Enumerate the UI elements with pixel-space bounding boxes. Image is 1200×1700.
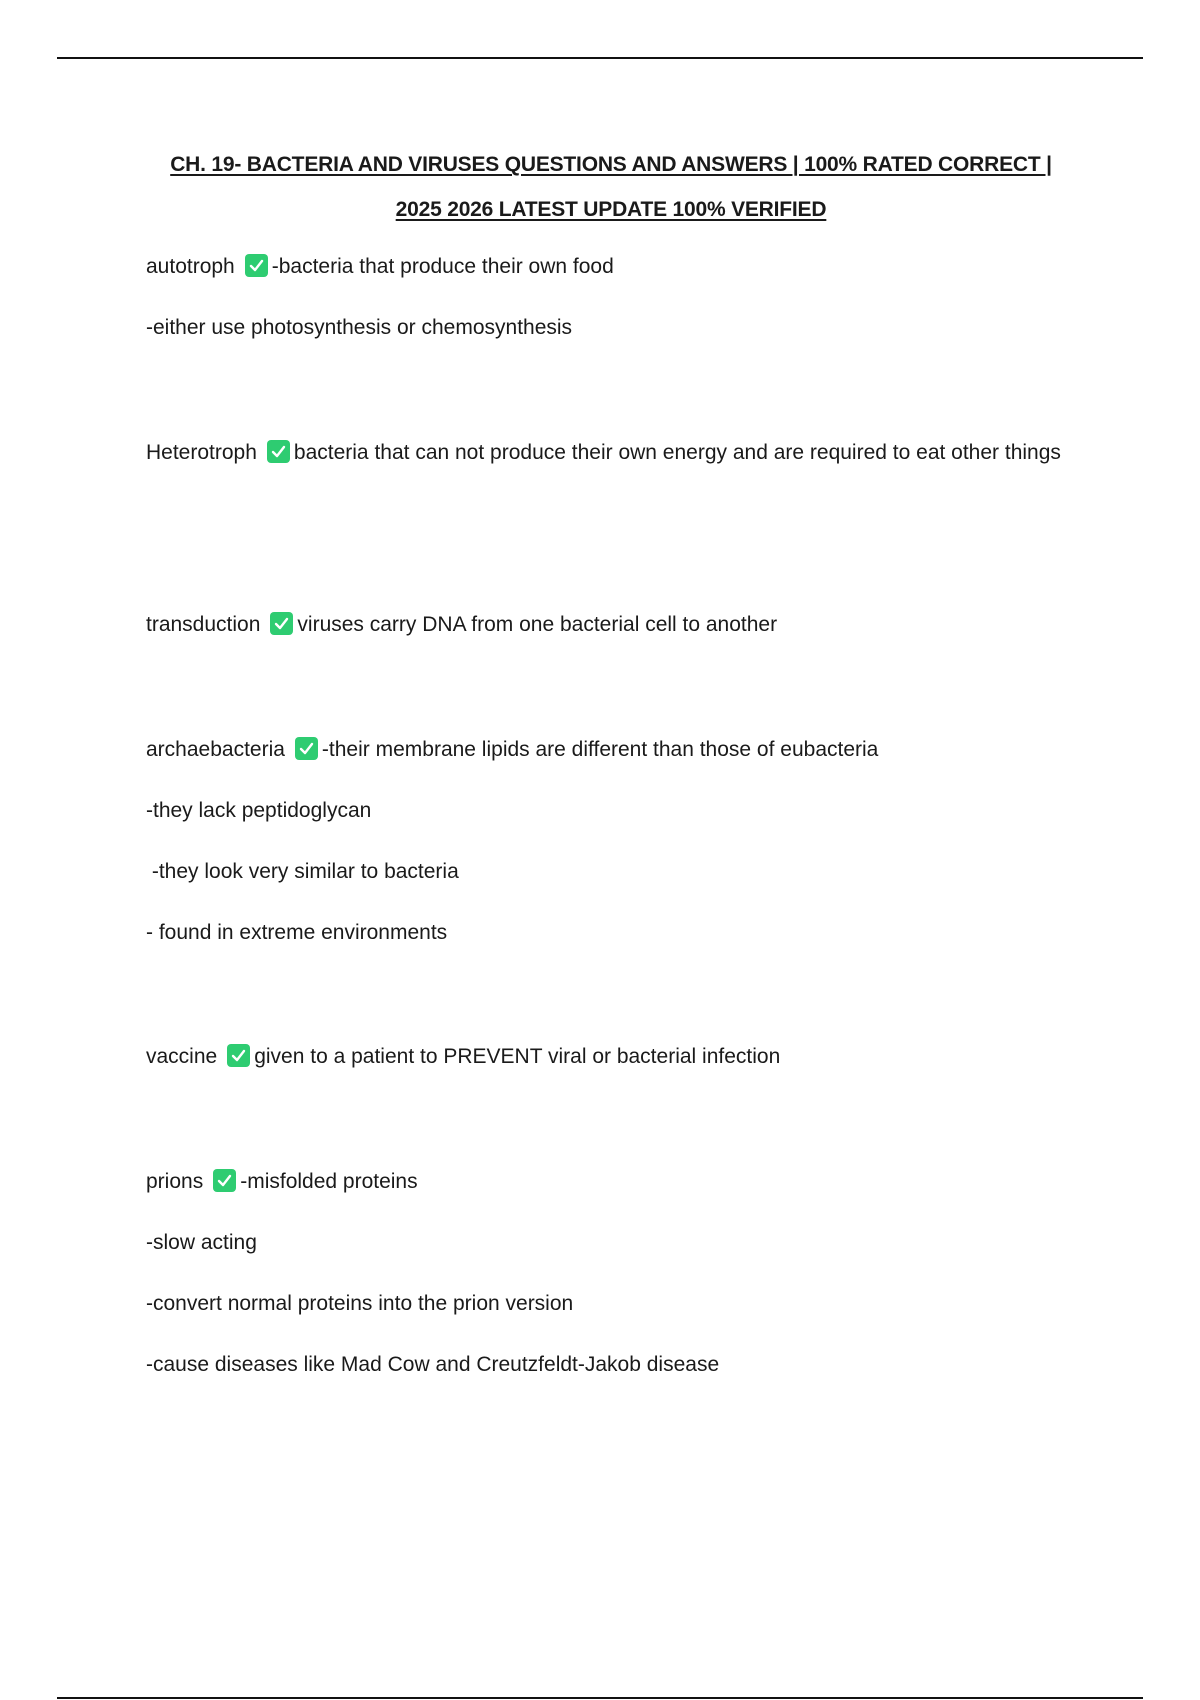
check-icon [295,737,318,760]
entry-definition: -misfolded proteins [240,1170,418,1193]
entry-extra-line: -cause diseases like Mad Cow and Creutzfeldt-Jakob disease [146,1353,720,1376]
entry-archaebacteria [146,726,1086,970]
check-icon [213,1169,236,1192]
entry-transduction [146,601,1086,662]
top-rule [57,57,1143,59]
entry-definition: -their membrane lipids are different than those of eubacteria [321,738,879,761]
entry-definition: bacteria that can not produce their own energy and are required to eat other things [293,441,1061,464]
entry-extra-line: -either use photosynthesis or chemosynthesis [146,316,573,339]
check-icon [227,1044,250,1067]
entry-extra-line: -they lack peptidoglycan [146,799,372,822]
check-icon [270,612,293,635]
entry-term: prions [146,1170,204,1193]
entry-term: Heterotroph [146,441,257,464]
check-icon [245,254,268,277]
entry-term: vaccine [146,1045,218,1068]
entry-extra-line: - found in extreme environments [146,921,448,944]
entry-heterotroph [146,429,1086,476]
entry-definition: viruses carry DNA from one bacterial cell to another [297,613,778,636]
entry-prions [146,1158,1086,1402]
entry-term: transduction [146,613,261,636]
entry-vaccine [146,1033,1086,1094]
entry-extra-line: -they look very similar to bacteria [146,860,459,883]
entry-extra-line: -convert normal proteins into the prion version [146,1292,574,1315]
entry-term: archaebacteria [146,738,285,761]
entry-definition: given to a patient to PREVENT viral or bacterial infection [254,1045,781,1068]
entry-autotroph [146,243,1086,365]
entry-definition: -bacteria that produce their own food [271,255,614,278]
entry-term: autotroph [146,255,235,278]
bottom-rule [57,1697,1143,1699]
entry-extra-line: -slow acting [146,1231,257,1254]
check-icon [267,440,290,463]
document-title: CH. 19- BACTERIA AND VIRUSES QUESTIONS AND ANSWERS | 100% RATED CORRECT | 2025 2026 LATEST UPDATE 100% VERIFIED [170,153,1052,221]
